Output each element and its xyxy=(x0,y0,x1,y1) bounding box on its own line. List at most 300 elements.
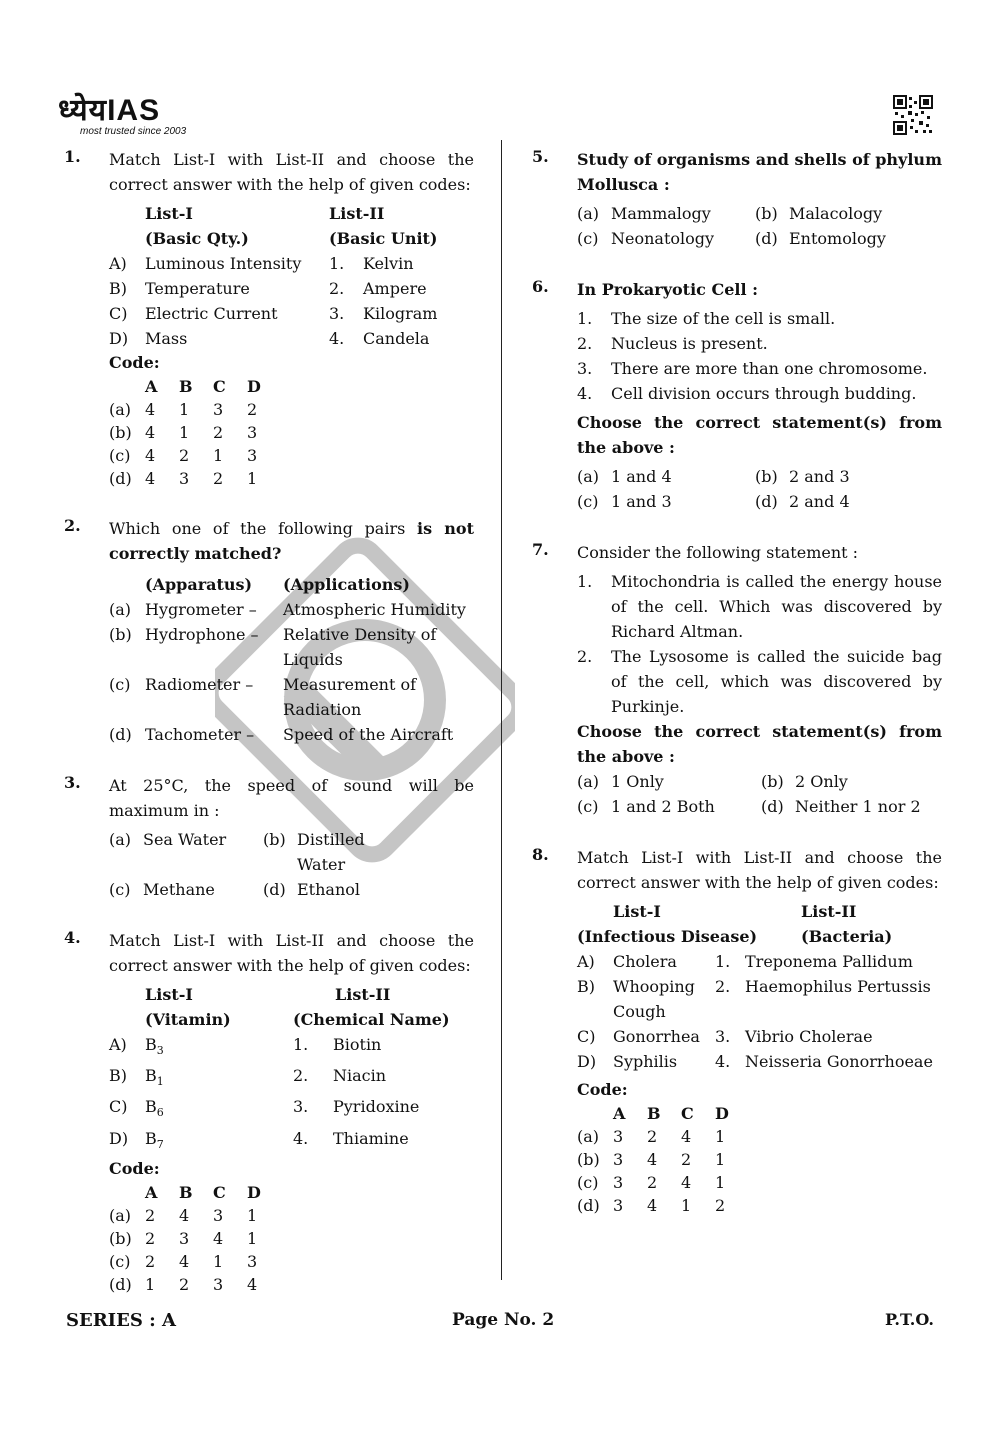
list-i-subheading: (Infectious Disease) xyxy=(577,927,758,946)
code-value: 2 xyxy=(145,1205,156,1225)
list-ii-item: Thiamine xyxy=(333,1128,409,1148)
option-row[interactable] xyxy=(109,622,474,672)
code-value: 3 xyxy=(247,423,258,442)
code-value: 1 xyxy=(179,400,190,419)
question-1 xyxy=(64,147,474,490)
code-spacer xyxy=(109,1181,145,1204)
code-value: 2 xyxy=(681,1150,692,1169)
code-value: 4 xyxy=(681,1173,692,1192)
apparatus-name: Hydrophone – xyxy=(145,625,259,644)
option-letter: (b) xyxy=(755,204,778,223)
list-i-letter: B) xyxy=(109,1066,127,1086)
code-header-row xyxy=(109,375,474,398)
code-option-row[interactable] xyxy=(109,467,474,490)
list-ii-number: 3. xyxy=(715,1027,731,1046)
option-letter: (b) xyxy=(761,772,784,791)
code-value: 1 xyxy=(179,423,190,442)
stem-bold-text: is not correctly matched? xyxy=(109,519,474,563)
code-label: Code: xyxy=(577,1080,628,1099)
pto-label: P.T.O. xyxy=(885,1310,934,1329)
code-value: 1 xyxy=(715,1127,726,1146)
code-value: 3 xyxy=(613,1150,624,1169)
code-option-row[interactable] xyxy=(577,1171,942,1194)
answer-option[interactable] xyxy=(577,226,755,251)
list-i-letter: C) xyxy=(109,1097,128,1117)
answer-option[interactable] xyxy=(109,877,263,902)
code-spacer xyxy=(577,1102,613,1125)
statement-text: Nucleus is present. xyxy=(611,334,768,353)
question-ask: Choose the correct statement(s) from the above : xyxy=(577,722,942,766)
vitamin-subscript: 3 xyxy=(156,1044,164,1058)
option-letter: (c) xyxy=(577,797,599,816)
code-value: 4 xyxy=(247,1274,258,1294)
list-ii-number: 1. xyxy=(293,1035,309,1054)
options-row xyxy=(109,877,474,902)
question-number: 1. xyxy=(64,147,81,166)
question-number: 7. xyxy=(532,540,549,559)
answer-option[interactable] xyxy=(263,877,417,902)
option-text: Sea Water xyxy=(143,830,227,849)
list-ii-item: Treponema Pallidum xyxy=(745,952,913,971)
vitamin-subscript: 7 xyxy=(156,1137,164,1151)
code-value: 2 xyxy=(647,1127,658,1146)
dhyeya-ias-logo xyxy=(58,96,186,138)
option-text: 2 and 3 xyxy=(789,467,850,486)
list-ii-item: Ampere xyxy=(363,279,427,298)
option-text: Malacology xyxy=(789,204,883,223)
right-column xyxy=(532,147,942,1243)
statement-row xyxy=(577,569,942,644)
code-value: 2 xyxy=(213,469,224,488)
vitamin-letter: B xyxy=(145,1097,157,1117)
list-ii-number: 4. xyxy=(293,1128,309,1148)
list-ii-item: Pyridoxine xyxy=(333,1097,420,1117)
list-i-subheading: (Basic Qty.) xyxy=(145,229,249,248)
question-stem: Study of organisms and shells of phylum Mollusca : xyxy=(577,150,942,194)
statement-text: Mitochondria is called the energy house of the cell. Which was discovered by Richard Altman. xyxy=(611,572,942,641)
logo-tagline: most trusted since 2003 xyxy=(80,126,187,137)
application-name: Relative Density of Liquids xyxy=(283,625,437,669)
question-stem: Match List-I with List-II and choose the correct answer with the help of given codes: xyxy=(577,848,942,892)
code-value: 4 xyxy=(145,423,156,442)
option-letter: (a) xyxy=(577,204,600,223)
option-letter: (c) xyxy=(109,446,131,465)
list-i-letter: B) xyxy=(109,279,127,298)
list-i-subheading: (Vitamin) xyxy=(145,1010,231,1029)
list-ii-number: 4. xyxy=(715,1052,731,1071)
qr-code-icon xyxy=(893,95,933,135)
code-option-row[interactable] xyxy=(577,1194,942,1217)
list-i-heading: List-I xyxy=(613,902,661,921)
code-option-row[interactable] xyxy=(109,1204,474,1227)
list-row xyxy=(109,1126,474,1157)
options-row xyxy=(577,769,942,794)
question-number: 4. xyxy=(64,928,81,947)
code-value: 3 xyxy=(613,1196,624,1215)
code-value: 4 xyxy=(145,400,156,419)
answer-option[interactable] xyxy=(577,769,761,794)
option-letter: (a) xyxy=(109,400,132,419)
code-value: 3 xyxy=(179,469,190,488)
code-column-head: B xyxy=(179,377,193,396)
code-value: 1 xyxy=(247,1205,258,1225)
option-letter: (b) xyxy=(577,1150,600,1169)
code-value: 2 xyxy=(715,1196,726,1215)
code-value: 4 xyxy=(145,469,156,488)
option-letter: (a) xyxy=(577,467,600,486)
answer-option[interactable] xyxy=(755,489,933,514)
question-number: 2. xyxy=(64,516,81,535)
code-option-row[interactable] xyxy=(109,1250,474,1273)
list-ii-subheading: (Chemical Name) xyxy=(293,1010,450,1029)
list-i-item: Whooping Cough xyxy=(613,977,695,1021)
question-8 xyxy=(532,845,942,1217)
option-text: 1 and 2 Both xyxy=(611,797,715,816)
code-value: 2 xyxy=(179,1274,190,1294)
list-row xyxy=(109,1063,474,1094)
apparatus-name: Hygrometer – xyxy=(145,600,257,619)
list-row xyxy=(577,1049,942,1074)
statement-number: 2. xyxy=(577,334,593,353)
option-row[interactable] xyxy=(109,597,474,622)
question-7 xyxy=(532,540,942,819)
option-letter: (a) xyxy=(109,830,132,849)
answer-option[interactable] xyxy=(755,201,933,226)
option-text: Methane xyxy=(143,880,215,899)
option-letter: (d) xyxy=(109,469,132,488)
question-stem: In Prokaryotic Cell : xyxy=(577,280,758,299)
option-letter: (d) xyxy=(755,229,778,248)
option-letter: (b) xyxy=(109,423,132,442)
question-6 xyxy=(532,277,942,514)
options-row xyxy=(577,489,942,514)
vitamin-name xyxy=(145,1094,293,1125)
option-text: Entomology xyxy=(789,229,886,248)
answer-option[interactable] xyxy=(577,794,761,819)
code-header-row xyxy=(109,1181,474,1204)
code-column-head: A xyxy=(145,1182,158,1202)
option-letter: (a) xyxy=(577,772,600,791)
code-value: 2 xyxy=(179,446,190,465)
code-option-row[interactable] xyxy=(109,1273,474,1296)
list-i-item: Luminous Intensity xyxy=(145,254,302,273)
list-row xyxy=(109,276,474,301)
list-ii-number: 4. xyxy=(329,329,345,348)
list-ii-number: 3. xyxy=(293,1097,309,1117)
code-value: 1 xyxy=(715,1173,726,1192)
code-value: 4 xyxy=(213,1228,224,1248)
application-name: Speed of the Aircraft xyxy=(283,725,454,744)
list-ii-item: Biotin xyxy=(333,1035,382,1054)
statement-number: 3. xyxy=(577,359,593,378)
list-ii-item: Neisseria Gonorrhoeae xyxy=(745,1052,933,1071)
list-ii-item: Niacin xyxy=(333,1066,387,1086)
statement-row xyxy=(577,356,942,381)
code-value: 3 xyxy=(613,1127,624,1146)
code-value: 4 xyxy=(647,1150,658,1169)
list-i-item: Temperature xyxy=(145,279,250,298)
code-value: 3 xyxy=(213,1274,224,1294)
code-label: Code: xyxy=(109,1158,160,1178)
code-option-row[interactable] xyxy=(109,398,474,421)
list-row xyxy=(109,1032,474,1063)
question-3 xyxy=(64,773,474,902)
left-column xyxy=(64,147,474,1322)
vitamin-letter: B xyxy=(145,1066,157,1086)
code-header-row xyxy=(577,1102,942,1125)
option-text: 2 and 4 xyxy=(789,492,850,511)
list-i-item: Syphilis xyxy=(613,1052,678,1071)
list-i-heading: List-I xyxy=(145,204,193,223)
question-number: 8. xyxy=(532,845,549,864)
options-row xyxy=(109,827,474,877)
list-row xyxy=(109,1094,474,1125)
list-i-heading: List-I xyxy=(145,985,193,1004)
statement-text: Cell division occurs through budding. xyxy=(611,384,917,403)
list-ii-item: Kelvin xyxy=(363,254,414,273)
answer-option[interactable] xyxy=(755,226,933,251)
list-i-item: Cholera xyxy=(613,952,677,971)
code-option-row[interactable] xyxy=(109,1227,474,1250)
list-i-item: Mass xyxy=(145,329,188,348)
list-ii-heading: List-II xyxy=(335,985,391,1004)
question-ask: Choose the correct statement(s) from the above : xyxy=(577,413,942,457)
application-name: Measurement of Radiation xyxy=(283,675,417,719)
list-i-letter: C) xyxy=(109,304,128,323)
question-2 xyxy=(64,516,474,747)
option-letter: (d) xyxy=(109,725,132,744)
list-i-letter: C) xyxy=(577,1027,596,1046)
list-ii-heading: List-II xyxy=(801,902,857,921)
apparatus-name: Radiometer – xyxy=(145,675,254,694)
list-row xyxy=(577,949,942,974)
code-value: 3 xyxy=(247,1251,258,1271)
answer-option[interactable] xyxy=(109,827,263,877)
question-number: 5. xyxy=(532,147,549,166)
code-option-row[interactable] xyxy=(109,444,474,467)
stem-text: Which one of the following pairs xyxy=(109,519,418,538)
option-letter: (b) xyxy=(263,830,286,849)
code-spacer xyxy=(109,375,145,398)
column-divider xyxy=(501,140,502,1280)
option-letter: (c) xyxy=(577,229,599,248)
logo-text: ध्येयIAS xyxy=(58,94,161,127)
code-value: 3 xyxy=(213,400,224,419)
option-text: Mammalogy xyxy=(611,204,711,223)
code-value: 2 xyxy=(213,423,224,442)
code-value: 3 xyxy=(213,1205,224,1225)
list-ii-subheading: (Basic Unit) xyxy=(329,229,438,248)
code-value: 1 xyxy=(213,446,224,465)
option-letter: (d) xyxy=(263,880,286,899)
list-ii-heading: List-II xyxy=(329,204,385,223)
option-letter: (d) xyxy=(755,492,778,511)
option-text: 1 Only xyxy=(611,772,664,791)
list-ii-number: 2. xyxy=(715,977,731,996)
code-column-head: D xyxy=(247,377,261,396)
answer-option[interactable] xyxy=(761,769,945,794)
answer-option[interactable] xyxy=(577,201,755,226)
option-row[interactable] xyxy=(109,722,474,747)
option-text: 2 Only xyxy=(795,772,848,791)
option-text: Neonatology xyxy=(611,229,715,248)
option-letter: (b) xyxy=(109,1228,132,1248)
option-letter: (a) xyxy=(109,600,132,619)
application-name: Atmospheric Humidity xyxy=(283,600,466,619)
code-value: 2 xyxy=(647,1173,658,1192)
list-row xyxy=(109,326,474,351)
statement-number: 1. xyxy=(577,309,593,328)
vitamin-subscript: 6 xyxy=(156,1106,164,1120)
option-text: Neither 1 nor 2 xyxy=(795,797,921,816)
code-value: 1 xyxy=(145,1274,156,1294)
options-row xyxy=(577,226,942,251)
statement-text: There are more than one chromosome. xyxy=(611,359,928,378)
code-value: 2 xyxy=(145,1251,156,1271)
answer-option[interactable] xyxy=(755,464,933,489)
code-column-head: C xyxy=(681,1104,694,1123)
option-letter: (c) xyxy=(109,675,131,694)
vitamin-name xyxy=(145,1032,293,1063)
list-i-letter: D) xyxy=(109,329,129,348)
question-stem: Match List-I with List-II and choose the correct answer with the help of given codes: xyxy=(109,150,474,194)
option-text: 1 and 4 xyxy=(611,467,672,486)
statement-text: The size of the cell is small. xyxy=(611,309,836,328)
list-i-item: Electric Current xyxy=(145,304,278,323)
question-stem: At 25°C, the speed of sound will be maximum in : xyxy=(109,776,474,820)
page-number: Page No. 2 xyxy=(452,1310,555,1330)
list-i-letter: A) xyxy=(577,952,595,971)
vitamin-name xyxy=(145,1126,293,1157)
statement-number: 1. xyxy=(577,572,593,591)
vitamin-subscript: 1 xyxy=(156,1075,164,1089)
series-label: SERIES : A xyxy=(66,1310,176,1331)
question-stem: Consider the following statement : xyxy=(577,543,859,562)
code-column-head: B xyxy=(647,1104,661,1123)
option-letter: (c) xyxy=(109,880,131,899)
option-letter: (c) xyxy=(577,1173,599,1192)
option-letter: (a) xyxy=(577,1127,600,1146)
list-i-letter: A) xyxy=(109,1035,127,1054)
code-value: 3 xyxy=(247,446,258,465)
question-5 xyxy=(532,147,942,251)
applications-heading: (Applications) xyxy=(283,575,410,594)
statement-row xyxy=(577,331,942,356)
statement-text: The Lysosome is called the suicide bag of the cell, which was discovered by Purkinje. xyxy=(611,647,942,716)
options-row xyxy=(577,464,942,489)
answer-option[interactable] xyxy=(577,489,755,514)
option-letter: (d) xyxy=(577,1196,600,1215)
apparatus-heading: (Apparatus) xyxy=(145,575,253,594)
code-column-head: B xyxy=(179,1182,193,1202)
apparatus-name: Tachometer – xyxy=(145,725,255,744)
option-letter: (d) xyxy=(109,1274,132,1294)
statement-number: 4. xyxy=(577,384,593,403)
question-stem: Match List-I with List-II and choose the correct answer with the help of given codes: xyxy=(109,931,474,975)
code-value: 1 xyxy=(681,1196,692,1215)
list-i-item: Gonorrhea xyxy=(613,1027,700,1046)
list-ii-item: Vibrio Cholerae xyxy=(745,1027,873,1046)
options-row xyxy=(577,201,942,226)
code-value: 4 xyxy=(179,1205,190,1225)
code-option-row[interactable] xyxy=(577,1125,942,1148)
list-row xyxy=(109,251,474,276)
list-row xyxy=(109,301,474,326)
option-text: Ethanol xyxy=(297,880,361,899)
list-i-letter: A) xyxy=(109,254,127,273)
code-value: 4 xyxy=(145,446,156,465)
list-ii-number: 2. xyxy=(293,1066,309,1086)
code-column-head: D xyxy=(715,1104,729,1123)
list-i-letter: B) xyxy=(577,977,595,996)
option-letter: (c) xyxy=(577,492,599,511)
list-ii-number: 2. xyxy=(329,279,345,298)
answer-option[interactable] xyxy=(761,794,945,819)
option-letter: (c) xyxy=(109,1251,131,1271)
option-letter: (b) xyxy=(109,625,132,644)
vitamin-letter: B xyxy=(145,1128,157,1148)
statement-row xyxy=(577,306,942,331)
vitamin-letter: B xyxy=(145,1035,157,1054)
code-column-head: A xyxy=(145,377,158,396)
code-value: 1 xyxy=(247,469,258,488)
code-value: 2 xyxy=(145,1228,156,1248)
code-value: 3 xyxy=(179,1228,190,1248)
vitamin-name xyxy=(145,1063,293,1094)
list-row xyxy=(577,974,942,1024)
list-ii-number: 1. xyxy=(715,952,731,971)
question-stem xyxy=(109,516,474,566)
answer-option[interactable] xyxy=(263,827,417,877)
list-ii-number: 1. xyxy=(329,254,345,273)
code-value: 3 xyxy=(613,1173,624,1192)
option-letter: (b) xyxy=(755,467,778,486)
code-option-row[interactable] xyxy=(577,1148,942,1171)
list-row xyxy=(577,1024,942,1049)
code-label: Code: xyxy=(109,353,160,372)
code-value: 4 xyxy=(179,1251,190,1271)
code-value: 1 xyxy=(213,1251,224,1271)
list-ii-item: Candela xyxy=(363,329,430,348)
option-row[interactable] xyxy=(109,672,474,722)
code-value: 1 xyxy=(715,1150,726,1169)
options-row xyxy=(577,794,942,819)
code-column-head: A xyxy=(613,1104,626,1123)
list-ii-item: Kilogram xyxy=(363,304,438,323)
question-4 xyxy=(64,928,474,1296)
list-i-letter: D) xyxy=(577,1052,597,1071)
code-value: 2 xyxy=(247,400,258,419)
code-value: 4 xyxy=(681,1127,692,1146)
code-column-head: D xyxy=(247,1182,261,1202)
question-number: 6. xyxy=(532,277,549,296)
answer-option[interactable] xyxy=(577,464,755,489)
statement-row xyxy=(577,644,942,719)
code-value: 1 xyxy=(247,1228,258,1248)
option-letter: (d) xyxy=(761,797,784,816)
option-text: 1 and 3 xyxy=(611,492,672,511)
list-ii-number: 3. xyxy=(329,304,345,323)
code-column-head: C xyxy=(213,377,226,396)
list-ii-subheading: (Bacteria) xyxy=(801,927,893,946)
statement-row xyxy=(577,381,942,406)
list-i-letter: D) xyxy=(109,1128,129,1148)
code-value: 4 xyxy=(647,1196,658,1215)
code-option-row[interactable] xyxy=(109,421,474,444)
code-column-head: C xyxy=(213,1182,226,1202)
statement-number: 2. xyxy=(577,647,593,666)
option-text: Distilled Water xyxy=(297,830,365,874)
